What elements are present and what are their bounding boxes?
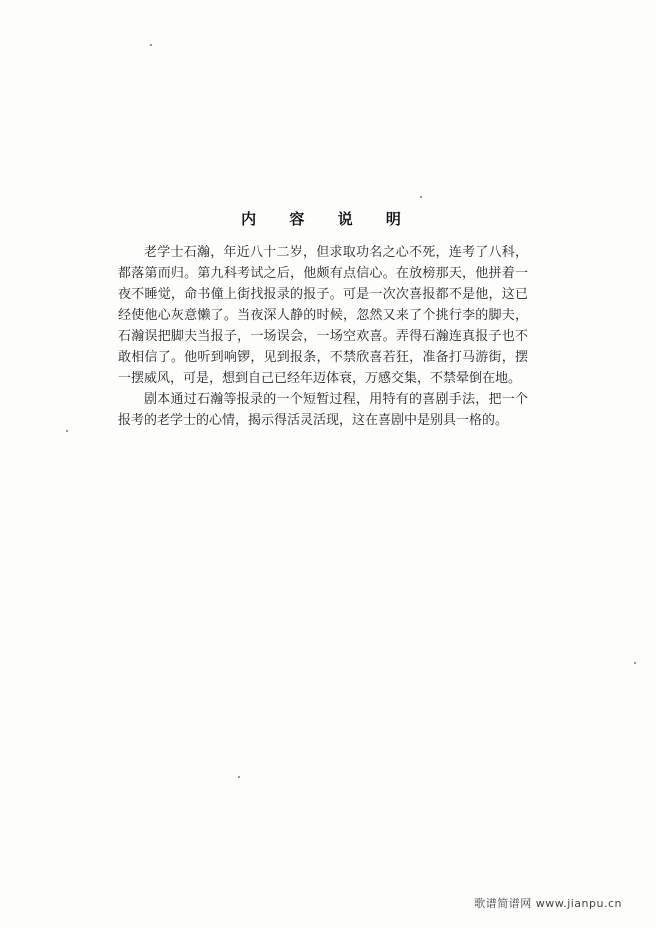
scan-speck [150, 44, 152, 46]
scan-speck [420, 196, 422, 198]
page-title: 内 容 说 明 [241, 210, 415, 228]
paragraph-synopsis: 老学士石瀚，年近八十二岁，但求取功名之心不死，连考了八科，都落第而归。第九科考试之后，他颇有点信心。在放榜那天，他拼着一夜不睡觉，命书僮上街找报录的报子。可是一次次喜报都不是他，这已经使他心灰意懒了。当夜深人静的时候，忽然又来了个挑行李的脚夫，石瀚误把脚夫当报子，一场误会，一场空欢喜。弄得石瀚连真报子也不敢相信了。他听到响锣，见到报条，不禁欣喜若狂，准备打马游街，摆一摆威风，可是，想到自己已经年迈体衰，万感交集，不禁晕倒在地。 [118, 245, 528, 386]
scan-speck [634, 662, 636, 664]
document-body [118, 242, 528, 431]
scan-speck [66, 430, 68, 432]
site-watermark: 歌谱简谱网 www.jianpu.cn [474, 897, 622, 910]
scan-speck [238, 776, 240, 778]
paragraph-commentary: 剧本通过石瀚等报录的一个短暂过程，用特有的喜剧手法，把一个报考的老学士的心情，揭示得活灵活现，这在喜剧中是别具一格的。 [118, 392, 528, 428]
